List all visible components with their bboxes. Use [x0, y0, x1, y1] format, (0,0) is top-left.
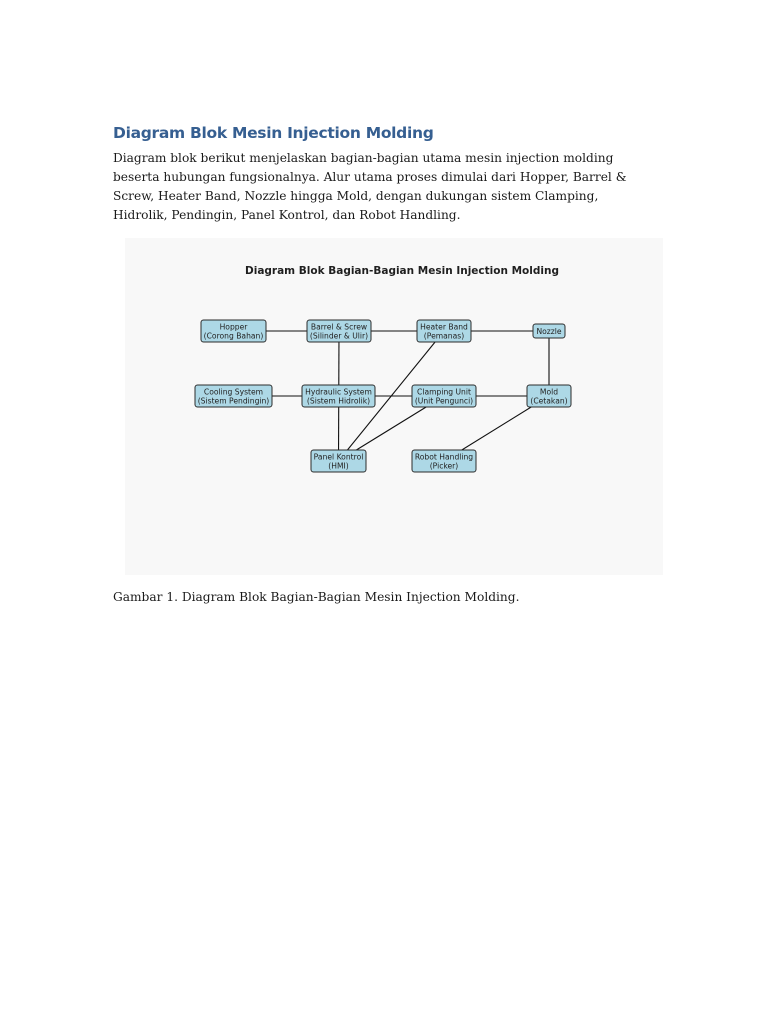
intro-paragraph: Diagram blok berikut menjelaskan bagian-bagian utama mesin injection molding beserta hubungan fungsionalnya. Alur utama proses dimulai dari Hopper, Barrel & Screw, Heater Band, Nozzle hingga Mold, dengan dukungan sistem Clamping, Hidrolik, Pendingin, Panel Kontrol, dan Robot Handling.	[113, 151, 627, 222]
node-mold	[527, 385, 571, 407]
node-robot	[412, 450, 476, 472]
node-label: (Sistem Hidrolik)	[306, 396, 371, 406]
node-hydraulic	[302, 385, 375, 407]
figure-caption: Gambar 1. Diagram Blok Bagian-Bagian Mesin Injection Molding.	[113, 590, 520, 604]
node-label: Hydraulic System	[305, 387, 372, 397]
node-label: (Silinder & Ulir)	[309, 331, 369, 341]
node-hopper	[201, 320, 266, 342]
node-label: Cooling System	[203, 387, 264, 397]
node-label: Heater Band	[420, 322, 468, 332]
node-clamping	[412, 385, 476, 407]
node-label: Mold	[539, 387, 559, 397]
node-label: Barrel & Screw	[310, 322, 368, 332]
edge-layer	[234, 331, 550, 461]
node-label: (Picker)	[429, 461, 459, 471]
node-nozzle	[533, 324, 565, 338]
block-diagram	[125, 238, 663, 575]
diagram-title: Diagram Blok Bagian-Bagian Mesin Injection Molding	[245, 265, 559, 277]
node-label: (Unit Pengunci)	[414, 396, 474, 406]
node-label: (HMI)	[328, 461, 349, 471]
node-panel	[311, 450, 366, 472]
node-label: Clamping Unit	[417, 387, 471, 397]
node-label: Hopper	[219, 322, 248, 332]
node-label: Panel Kontrol	[313, 452, 364, 462]
block-diagram-figure	[125, 238, 663, 575]
node-heater	[417, 320, 471, 342]
node-cooling	[195, 385, 272, 407]
node-label: (Cetakan)	[530, 396, 568, 406]
document-heading: Diagram Blok Mesin Injection Molding	[113, 124, 434, 142]
node-barrel	[307, 320, 371, 342]
node-label: (Sistem Pendingin)	[197, 396, 270, 406]
node-label: Nozzle	[536, 327, 562, 336]
node-label: (Corong Bahan)	[203, 331, 264, 341]
node-label: (Pemanas)	[423, 331, 465, 341]
node-label: Robot Handling	[414, 452, 474, 462]
